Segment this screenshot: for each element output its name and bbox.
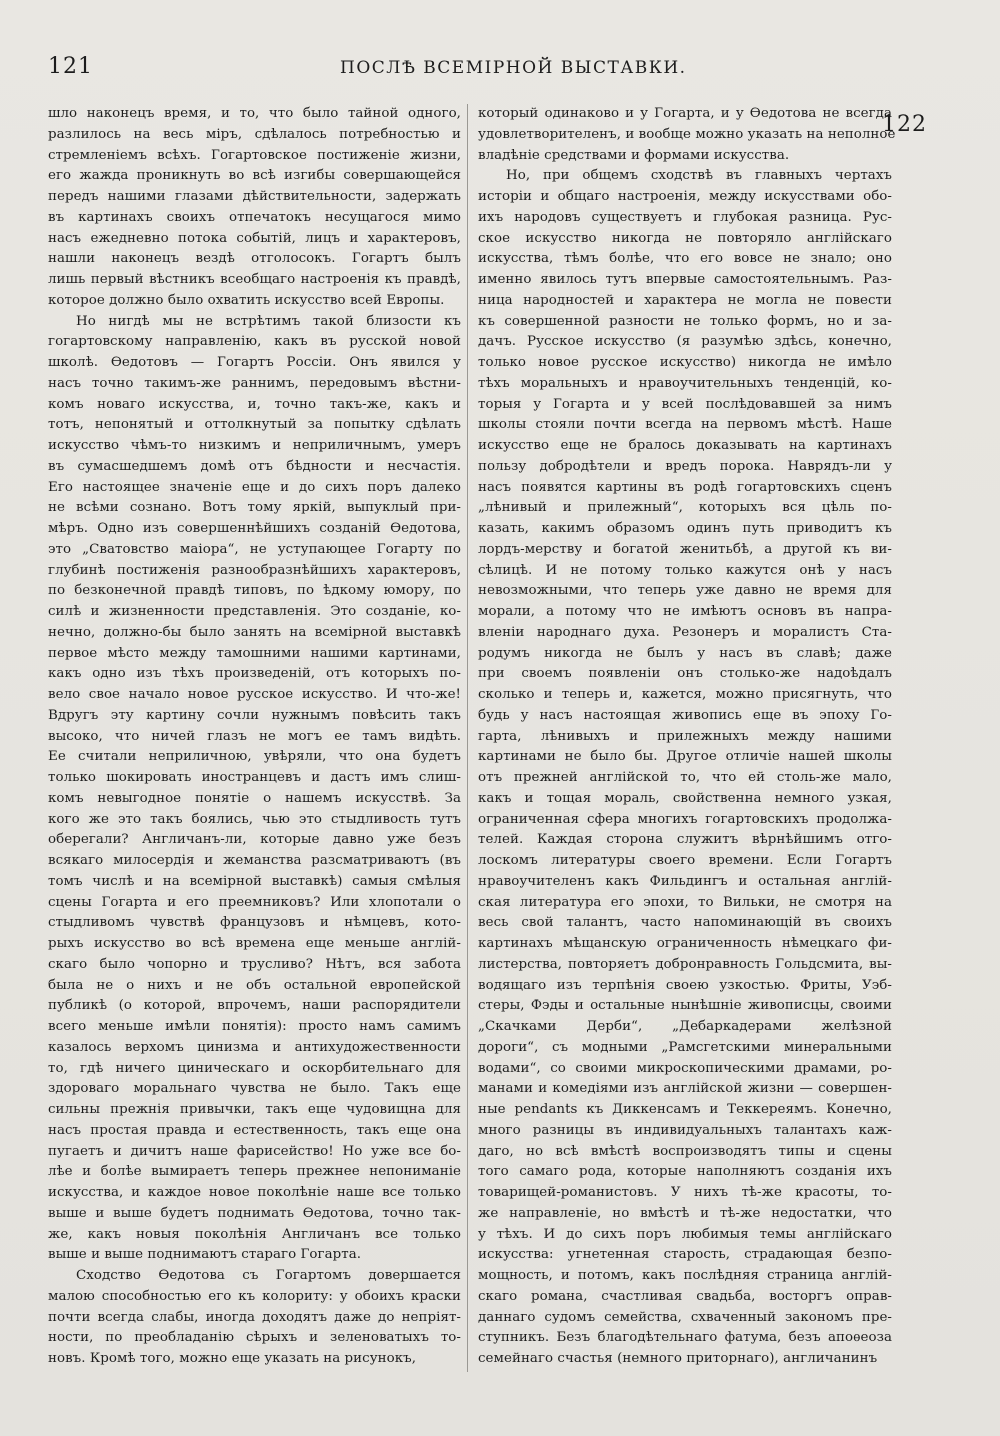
text-line: только шокировать иностранцевъ и дастъ имъ слиш- bbox=[48, 770, 461, 785]
text-line: лѣе и болѣе вымираетъ теперь прежнее непониманіе bbox=[48, 1164, 461, 1180]
text-line: казать, какимъ образомъ одинъ путь приводитъ къ bbox=[478, 521, 892, 536]
text-line: „Скачками Дерби“, „Дебаркадерами желѣзной bbox=[478, 1019, 892, 1034]
text-line: здороваго моральнаго чувства не было. Такъ еще bbox=[48, 1081, 461, 1097]
text-line: сильны прежнія привычки, такъ еще чудовищна для bbox=[48, 1102, 461, 1117]
text-line: именно явилось тутъ впервые самостоятельнымъ. Раз- bbox=[478, 272, 892, 287]
text-line: тѣхъ моральныхъ и нравоучительныхъ тенденцій, ко- bbox=[478, 375, 892, 391]
text-line: Его настоящее значеніе еще и до сихъ поръ далеко bbox=[48, 479, 461, 495]
text-line: насъ простая правда и естественность, такъ еще она bbox=[48, 1122, 461, 1138]
text-line: какъ и тощая мораль, свойственна немного узкая, bbox=[478, 790, 892, 806]
text-line: манами и комедіями изъ англійской жизни — совершен- bbox=[478, 1081, 892, 1097]
text-line: выше и выше будетъ поднимать Ѳедотова, точно так- bbox=[48, 1205, 461, 1221]
text-line: мѣръ. Одно изъ совершеннѣйшихъ созданій Ѳедотова, bbox=[48, 521, 461, 536]
text-line: дороги“, съ модными „Рамсгетскими минеральными bbox=[478, 1039, 892, 1055]
text-line: его жажда проникнуть во всѣ изгибы совершающейся bbox=[48, 168, 461, 184]
right-text-column bbox=[478, 104, 896, 1370]
paragraph bbox=[478, 104, 896, 166]
page-number-left: 121 bbox=[48, 54, 93, 79]
text-line: малою способностью его къ колориту: у обоихъ краски bbox=[48, 1288, 461, 1304]
text-line: будь у насъ настоящая живопись еще въ эпоху Го- bbox=[478, 707, 892, 723]
text-line: исторіи и общаго настроенія, между искусствами обо- bbox=[478, 189, 892, 204]
text-line: пользу добродѣтели и вредъ порока. Наврядъ-ли у bbox=[478, 458, 892, 474]
text-line: насъ ежедневно потока событій, лицъ и характеровъ, bbox=[48, 230, 461, 246]
text-line: ности, по преобладанію сѣрыхъ и зеленоватыхъ то- bbox=[48, 1330, 461, 1346]
text-line: отъ прежней англійской то, что ей столь-же мало, bbox=[478, 770, 892, 785]
text-line: даго, но всѣ вмѣстѣ воспроизводятъ типы и сцены bbox=[478, 1143, 892, 1159]
text-line: была не о нихъ и не объ остальной европейской bbox=[48, 977, 461, 993]
text-line: Но нигдѣ мы не встрѣтимъ такой близости къ bbox=[76, 313, 461, 329]
text-line: картинами не было бы. Другое отличіе нашей школы bbox=[478, 749, 892, 765]
text-line: ихъ народовъ существуетъ и глубокая разница. Рус- bbox=[478, 209, 892, 225]
text-line: морали, а потому что не имѣютъ основъ въ напра- bbox=[478, 604, 892, 619]
text-line: разлилось на весь міръ, сдѣлалось потребностью и bbox=[48, 126, 461, 142]
text-line: „лѣнивый и прилежный“, которыхъ вся цѣль по- bbox=[478, 500, 892, 516]
text-line: искусства, и каждое новое поколѣніе наше все только bbox=[48, 1185, 461, 1200]
text-line: казалось верхомъ цинизма и антихудожественности bbox=[48, 1039, 461, 1055]
text-line: удовлетворителенъ, и вообще можно указать на неполное bbox=[478, 126, 896, 142]
text-line: какъ одно изъ тѣхъ произведеній, отъ которыхъ по- bbox=[48, 666, 461, 682]
paragraph bbox=[48, 104, 461, 312]
text-line: комъ новаго искусства, и, точно такъ-же, какъ и bbox=[48, 396, 461, 412]
text-line: ступникъ. Безъ благодѣтельнаго фатума, безъ апоѳеоза bbox=[478, 1330, 892, 1346]
running-title: ПОСЛѢ ВСЕМІРНОЙ ВЫСТАВКИ. bbox=[340, 58, 687, 78]
text-line: гогартовскому направленію, какъ въ русской новой bbox=[48, 334, 461, 350]
text-line: вело свое начало новое русское искусство. И что-же! bbox=[48, 687, 461, 702]
text-line: то, гдѣ ничего циническаго и оскорбительнаго для bbox=[48, 1060, 461, 1076]
text-line: передъ нашими глазами дѣйствительности, задержать bbox=[48, 189, 461, 204]
text-line: кого же это такъ боялись, чью это стыдливость тутъ bbox=[48, 811, 461, 827]
text-line: весь свой талантъ, часто напоминающій въ своихъ bbox=[478, 915, 892, 931]
text-line: комъ невыгодное понятіе о нашемъ искусствѣ. За bbox=[48, 790, 461, 806]
text-line: лишь первый вѣстникъ всеобщаго настроенія къ правдѣ, bbox=[48, 272, 461, 287]
text-line: въ сумасшедшемъ домѣ отъ бѣдности и несчастія. bbox=[48, 458, 461, 474]
text-line: Вдругъ эту картину сочли нужнымъ повѣсить такъ bbox=[48, 707, 461, 723]
text-line: дачъ. Русское искусство (я разумѣю здѣсь, конечно, bbox=[478, 334, 892, 350]
text-line: искусство еще не бралось доказывать на картинахъ bbox=[478, 438, 892, 453]
text-line: нечно, должно-бы было занять на всемірной выставкѣ bbox=[48, 624, 461, 640]
text-line: вленіи народнаго духа. Резонеръ и моралистъ Ста- bbox=[478, 624, 892, 640]
text-line: по безконечной правдѣ типовъ, по ѣдкому юмору, по bbox=[48, 583, 461, 599]
text-line: лоскомъ литературы своего времени. Если Гогартъ bbox=[478, 853, 892, 868]
text-line: сѣлицѣ. И не потому только кажутся онѣ у насъ bbox=[478, 562, 892, 578]
text-line: выше и выше поднимаютъ стараго Гогарта. bbox=[48, 1247, 362, 1263]
text-line: сцены Гогарта и его преемниковъ? Или хлопотали о bbox=[48, 894, 461, 910]
text-line: пугаетъ и дичитъ наше фарисейство! Но уже все бо- bbox=[48, 1143, 461, 1159]
text-line: сколько и теперь и, кажется, можно присягнуть, что bbox=[478, 687, 892, 702]
text-line: родумъ никогда не былъ у насъ въ славѣ; даже bbox=[478, 645, 892, 661]
text-line: школы стояли почти всегда на первомъ мѣстѣ. Наше bbox=[478, 417, 892, 433]
left-text-column bbox=[48, 104, 461, 1370]
text-line: товарищей-романистовъ. У нихъ тѣ-же красоты, то- bbox=[478, 1185, 892, 1200]
paragraph bbox=[48, 1266, 461, 1370]
text-line: ская литература его эпохи, то Вильки, не смотря на bbox=[478, 894, 892, 910]
text-line: того самаго рода, которые наполняютъ созданія ихъ bbox=[478, 1164, 892, 1180]
text-line: телей. Каждая сторона служитъ вѣрнѣйшимъ отго- bbox=[478, 832, 892, 848]
text-line: ское искусство никогда не повторяло англійскаго bbox=[478, 230, 892, 246]
text-line: гарта, лѣнивыхъ и прилежныхъ между нашими bbox=[478, 728, 892, 744]
text-line: же направленіе, но вмѣстѣ и тѣ-же недостатки, что bbox=[478, 1205, 892, 1221]
text-line: шло наконецъ время, и то, что было тайной одного, bbox=[48, 106, 461, 121]
text-line: высоко, что ничей глазъ не могъ ее тамъ видѣть. bbox=[48, 728, 461, 744]
text-line: только новое русское искусство) никогда не имѣло bbox=[478, 355, 892, 370]
text-line: насъ появятся картины въ родѣ гогартовскихъ сценъ bbox=[478, 479, 892, 495]
text-line: листерства, повторяетъ добронравность Гольдсмита, вы- bbox=[478, 956, 892, 972]
text-line: лордъ-мерству и богатой женитьбѣ, а другой къ ви- bbox=[478, 541, 892, 557]
text-line: торыя у Гогарта и у всей послѣдовавшей за нимъ bbox=[478, 396, 892, 412]
text-line: почти всегда слабы, иногда доходятъ даже до непріят- bbox=[48, 1309, 461, 1325]
text-line: невозможными, что теперь уже давно не время для bbox=[478, 583, 892, 599]
text-line: водящаго изъ терпѣнія своею узкостью. Фриты, Уэб- bbox=[478, 977, 892, 993]
text-line: скаго было чопорно и трусливо? Нѣтъ, вся забота bbox=[48, 956, 461, 972]
text-line: который одинаково и у Гогарта, и у Ѳедотова не всегда bbox=[478, 106, 892, 121]
text-line: Но, при общемъ сходствѣ въ главныхъ чертахъ bbox=[506, 168, 892, 184]
text-line: тотъ, непонятый и оттолкнутый за попытку сдѣлать bbox=[48, 417, 461, 433]
text-line: стремленіемъ всѣхъ. Гогартовское постиженіе жизни, bbox=[48, 147, 461, 163]
text-line: даннаго судомъ семейства, схваченный закономъ пре- bbox=[478, 1309, 892, 1325]
text-line: не всѣми сознано. Вотъ тому яркій, выпуклый при- bbox=[48, 500, 461, 516]
text-line: искусства, тѣмъ болѣе, что его вовсе не знало; оно bbox=[478, 251, 892, 267]
text-line: оберегали? Англичанъ-ли, которые давно уже безъ bbox=[48, 832, 461, 848]
column-divider bbox=[467, 104, 468, 1372]
text-line: рыхъ искусство во всѣ времена еще меньше англій- bbox=[48, 936, 461, 951]
paragraph bbox=[48, 312, 461, 1267]
text-line: при своемъ появленіи онъ столько-же надоѣдалъ bbox=[478, 666, 892, 682]
text-line: водами“, со своими микроскопическими драмами, ро- bbox=[478, 1060, 892, 1076]
text-line: первое мѣсто между тамошними нашими картинами, bbox=[48, 645, 461, 661]
text-line: ница народностей и характера не могла не повести bbox=[478, 292, 892, 308]
text-line: всего меньше имѣли понятія): просто намъ самимъ bbox=[48, 1019, 461, 1034]
text-line: семейнаго счастья (немного приторнаго), англичанинъ bbox=[478, 1351, 878, 1366]
text-line: это „Сватовство маіора“, не уступающее Гогарту по bbox=[48, 541, 461, 557]
text-line: насъ точно такимъ-же раннимъ, передовымъ вѣстни- bbox=[48, 375, 461, 391]
text-line: глубинѣ постиженія разнообразнѣйшихъ характеровъ, bbox=[48, 562, 461, 578]
text-line: нашли наконецъ вездѣ отголосокъ. Гогартъ былъ bbox=[48, 251, 461, 267]
text-line: къ совершенной разности не только формъ, но и за- bbox=[478, 313, 892, 329]
text-line: же, какъ новыя поколѣнія Англичанъ все только bbox=[48, 1226, 461, 1242]
text-line: ограниченная сфера многихъ гогартовскихъ продолжа- bbox=[478, 811, 892, 827]
page-number-right: 122 bbox=[882, 112, 927, 137]
text-line: силѣ и жизненности представленія. Это созданіе, ко- bbox=[48, 604, 461, 619]
text-line: владѣніе средствами и формами искусства. bbox=[478, 147, 790, 163]
text-line: всякаго милосердія и жеманства разсматриваютъ (въ bbox=[48, 853, 461, 868]
text-line: скаго романа, счастливая свадьба, восторгъ оправ- bbox=[478, 1288, 892, 1304]
text-line: публикѣ (о которой, впрочемъ, наши распорядители bbox=[48, 998, 461, 1014]
paragraph bbox=[478, 166, 892, 1370]
text-line: Сходство Ѳедотова съ Гогартомъ довершается bbox=[76, 1268, 461, 1283]
text-line: которое должно было охватить искусство всей Европы. bbox=[48, 292, 445, 308]
text-line: школѣ. Ѳедотовъ — Гогартъ Россіи. Онъ явился у bbox=[48, 355, 461, 370]
text-line: томъ числѣ и на всемірной выставкѣ) самыя смѣлыя bbox=[48, 873, 461, 889]
text-line: мощность, и потомъ, какъ послѣдняя страница англій- bbox=[478, 1268, 892, 1283]
text-line: много разницы въ индивидуальныхъ талантахъ каж- bbox=[478, 1122, 892, 1138]
text-line: въ картинахъ своихъ отпечатокъ несущагося мимо bbox=[48, 209, 461, 225]
text-line: стеры, Фэды и остальные нынѣшніе живописцы, своими bbox=[478, 998, 892, 1014]
text-line: искусства: угнетенная старость, страдающая безпо- bbox=[478, 1247, 892, 1263]
text-line: Ее считали неприличною, увѣряли, что она будетъ bbox=[48, 749, 461, 765]
text-line: искусство чѣмъ-то низкимъ и неприличнымъ, умеръ bbox=[48, 438, 461, 453]
text-line: у тѣхъ. И до сихъ поръ любимыя темы англійскаго bbox=[478, 1226, 892, 1242]
text-line: картинахъ мѣщанскую ограниченность нѣмецкаго фи- bbox=[478, 936, 892, 951]
text-line: ные pendants къ Диккенсамъ и Теккереямъ. Конечно, bbox=[478, 1102, 892, 1117]
text-line: новъ. Кромѣ того, можно еще указать на рисунокъ, bbox=[48, 1351, 417, 1366]
text-line: стыдливомъ чувствѣ французовъ и нѣмцевъ, кото- bbox=[48, 915, 461, 931]
text-line: нравоучителенъ какъ Фильдингъ и остальная англій- bbox=[478, 873, 892, 889]
